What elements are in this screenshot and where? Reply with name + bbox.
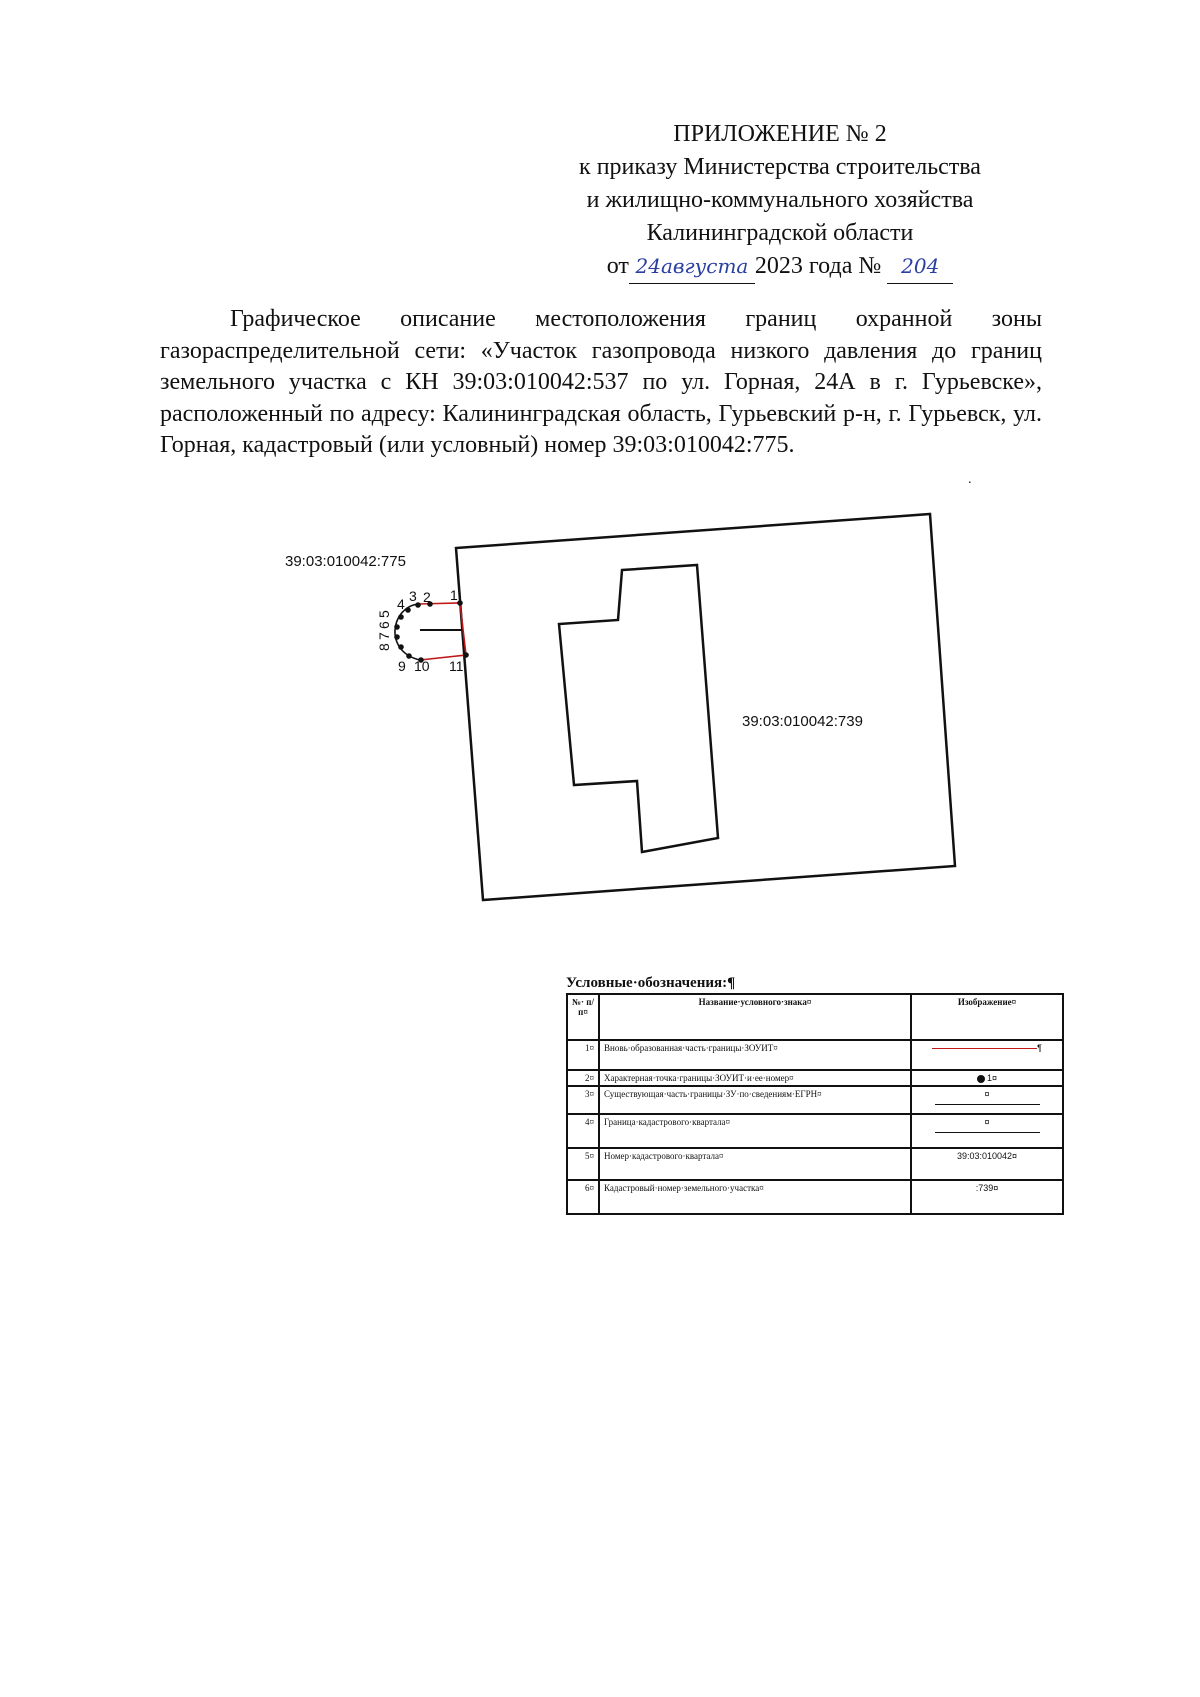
building-footprint [559, 565, 718, 852]
stray-mark: . [968, 472, 972, 487]
region-line: Калининградской области [646, 220, 914, 246]
legend-table [566, 993, 1064, 1215]
legend-row-image: 39:03:010042¤ [911, 1148, 1063, 1180]
point-label-10: 10 [414, 658, 430, 674]
quarter-label: 39:03:010042:775 [285, 553, 406, 570]
legend-row [567, 1180, 1063, 1214]
legend-row-name: Граница·кадастрового·квартала¤ [599, 1114, 911, 1148]
point-label-3: 3 [409, 588, 417, 604]
point-label-7: 7 [376, 632, 392, 640]
legend-header-image: Изображение¤ [911, 994, 1063, 1040]
legend-title: Условные·обозначения:¶ [566, 975, 736, 991]
legend-row [567, 1070, 1063, 1086]
legend-header-row [567, 994, 1063, 1040]
legend-row-number: 2¤ [567, 1070, 599, 1086]
point-label-4: 4 [397, 596, 405, 612]
point-label-8: 8 [376, 643, 392, 651]
order-reference-line-1: к приказу Министерства строительства [579, 154, 981, 180]
order-reference-line-2: и жилищно-коммунального хозяйства [586, 187, 974, 213]
legend-row [567, 1040, 1063, 1070]
description-paragraph: Графическое описание местоположения границ охранной зоны газораспределительной сети: «Участок газопровода низкого давления до границ земельного участка с КН 39:03:010042:537 по ул. Горная, 24А в г. Гурьевске», расположенный по адресу: Калининградская область, Гурьевский р-н, г. Гурьевск, ул. Горная, кадастровый (или условный) номер 39:03:010042:775. [160, 306, 1042, 458]
legend-row-name: Существующая·часть·границы·ЗУ·по·сведениям·ЕГРН¤ [599, 1086, 911, 1114]
point-label-2: 2 [423, 589, 431, 605]
point-label-1: 1 [450, 587, 458, 603]
point-6 [394, 624, 400, 630]
appendix-title: ПРИЛОЖЕНИЕ № 2 [673, 121, 887, 147]
point-label-5: 5 [376, 610, 392, 618]
point-11 [463, 652, 469, 658]
legend-row-number: 6¤ [567, 1180, 599, 1214]
parcel-boundary [456, 514, 955, 900]
point-4 [405, 607, 411, 613]
point-9 [406, 653, 412, 659]
point-7 [394, 634, 400, 640]
legend-row-name: Вновь·образованная·часть·границы·ЗОУИТ¤ [599, 1040, 911, 1070]
point-label-6: 6 [376, 621, 392, 629]
legend-row-image: ¤ [911, 1086, 1063, 1114]
red-line-symbol [932, 1048, 1037, 1049]
legend-row-name: Характерная·точка·границы·ЗОУИТ·и·ее·номер¤ [599, 1070, 911, 1086]
zone-border-red [418, 603, 466, 660]
point-label-11: 11 [449, 658, 464, 674]
legend-header-name: Название·условного·знака¤ [599, 994, 911, 1040]
legend-header-number: №· п/ п¤ [567, 994, 599, 1040]
legend-row-number: 4¤ [567, 1114, 599, 1148]
legend-row-image: 1¤ [911, 1070, 1063, 1086]
point-label-9: 9 [398, 658, 406, 674]
year-text: 2023 года № [754, 253, 882, 279]
legend-row [567, 1086, 1063, 1114]
point-symbol [977, 1075, 985, 1083]
legend-row-image: ¶ [911, 1040, 1063, 1070]
legend-row-number: 5¤ [567, 1148, 599, 1180]
legend-row-number: 3¤ [567, 1086, 599, 1114]
point-1 [457, 600, 463, 606]
legend-row-name: Кадастровый·номер·земельного·участка¤ [599, 1180, 911, 1214]
point-5 [398, 614, 404, 620]
date-prefix: от [606, 253, 629, 279]
legend-row [567, 1114, 1063, 1148]
legend-row-image: :739¤ [911, 1180, 1063, 1214]
black-line-symbol [935, 1132, 1040, 1133]
point-8 [398, 644, 404, 650]
black-line-symbol [935, 1104, 1040, 1105]
parcel-label: 39:03:010042:739 [742, 713, 863, 730]
handwritten-order-number: 204 [887, 250, 953, 284]
legend-row-number: 1¤ [567, 1040, 599, 1070]
legend-row [567, 1148, 1063, 1180]
handwritten-date: 24августа [629, 250, 755, 284]
legend-row-name: Номер·кадастрового·квартала¤ [599, 1148, 911, 1180]
legend-row-image: ¤ [911, 1114, 1063, 1148]
